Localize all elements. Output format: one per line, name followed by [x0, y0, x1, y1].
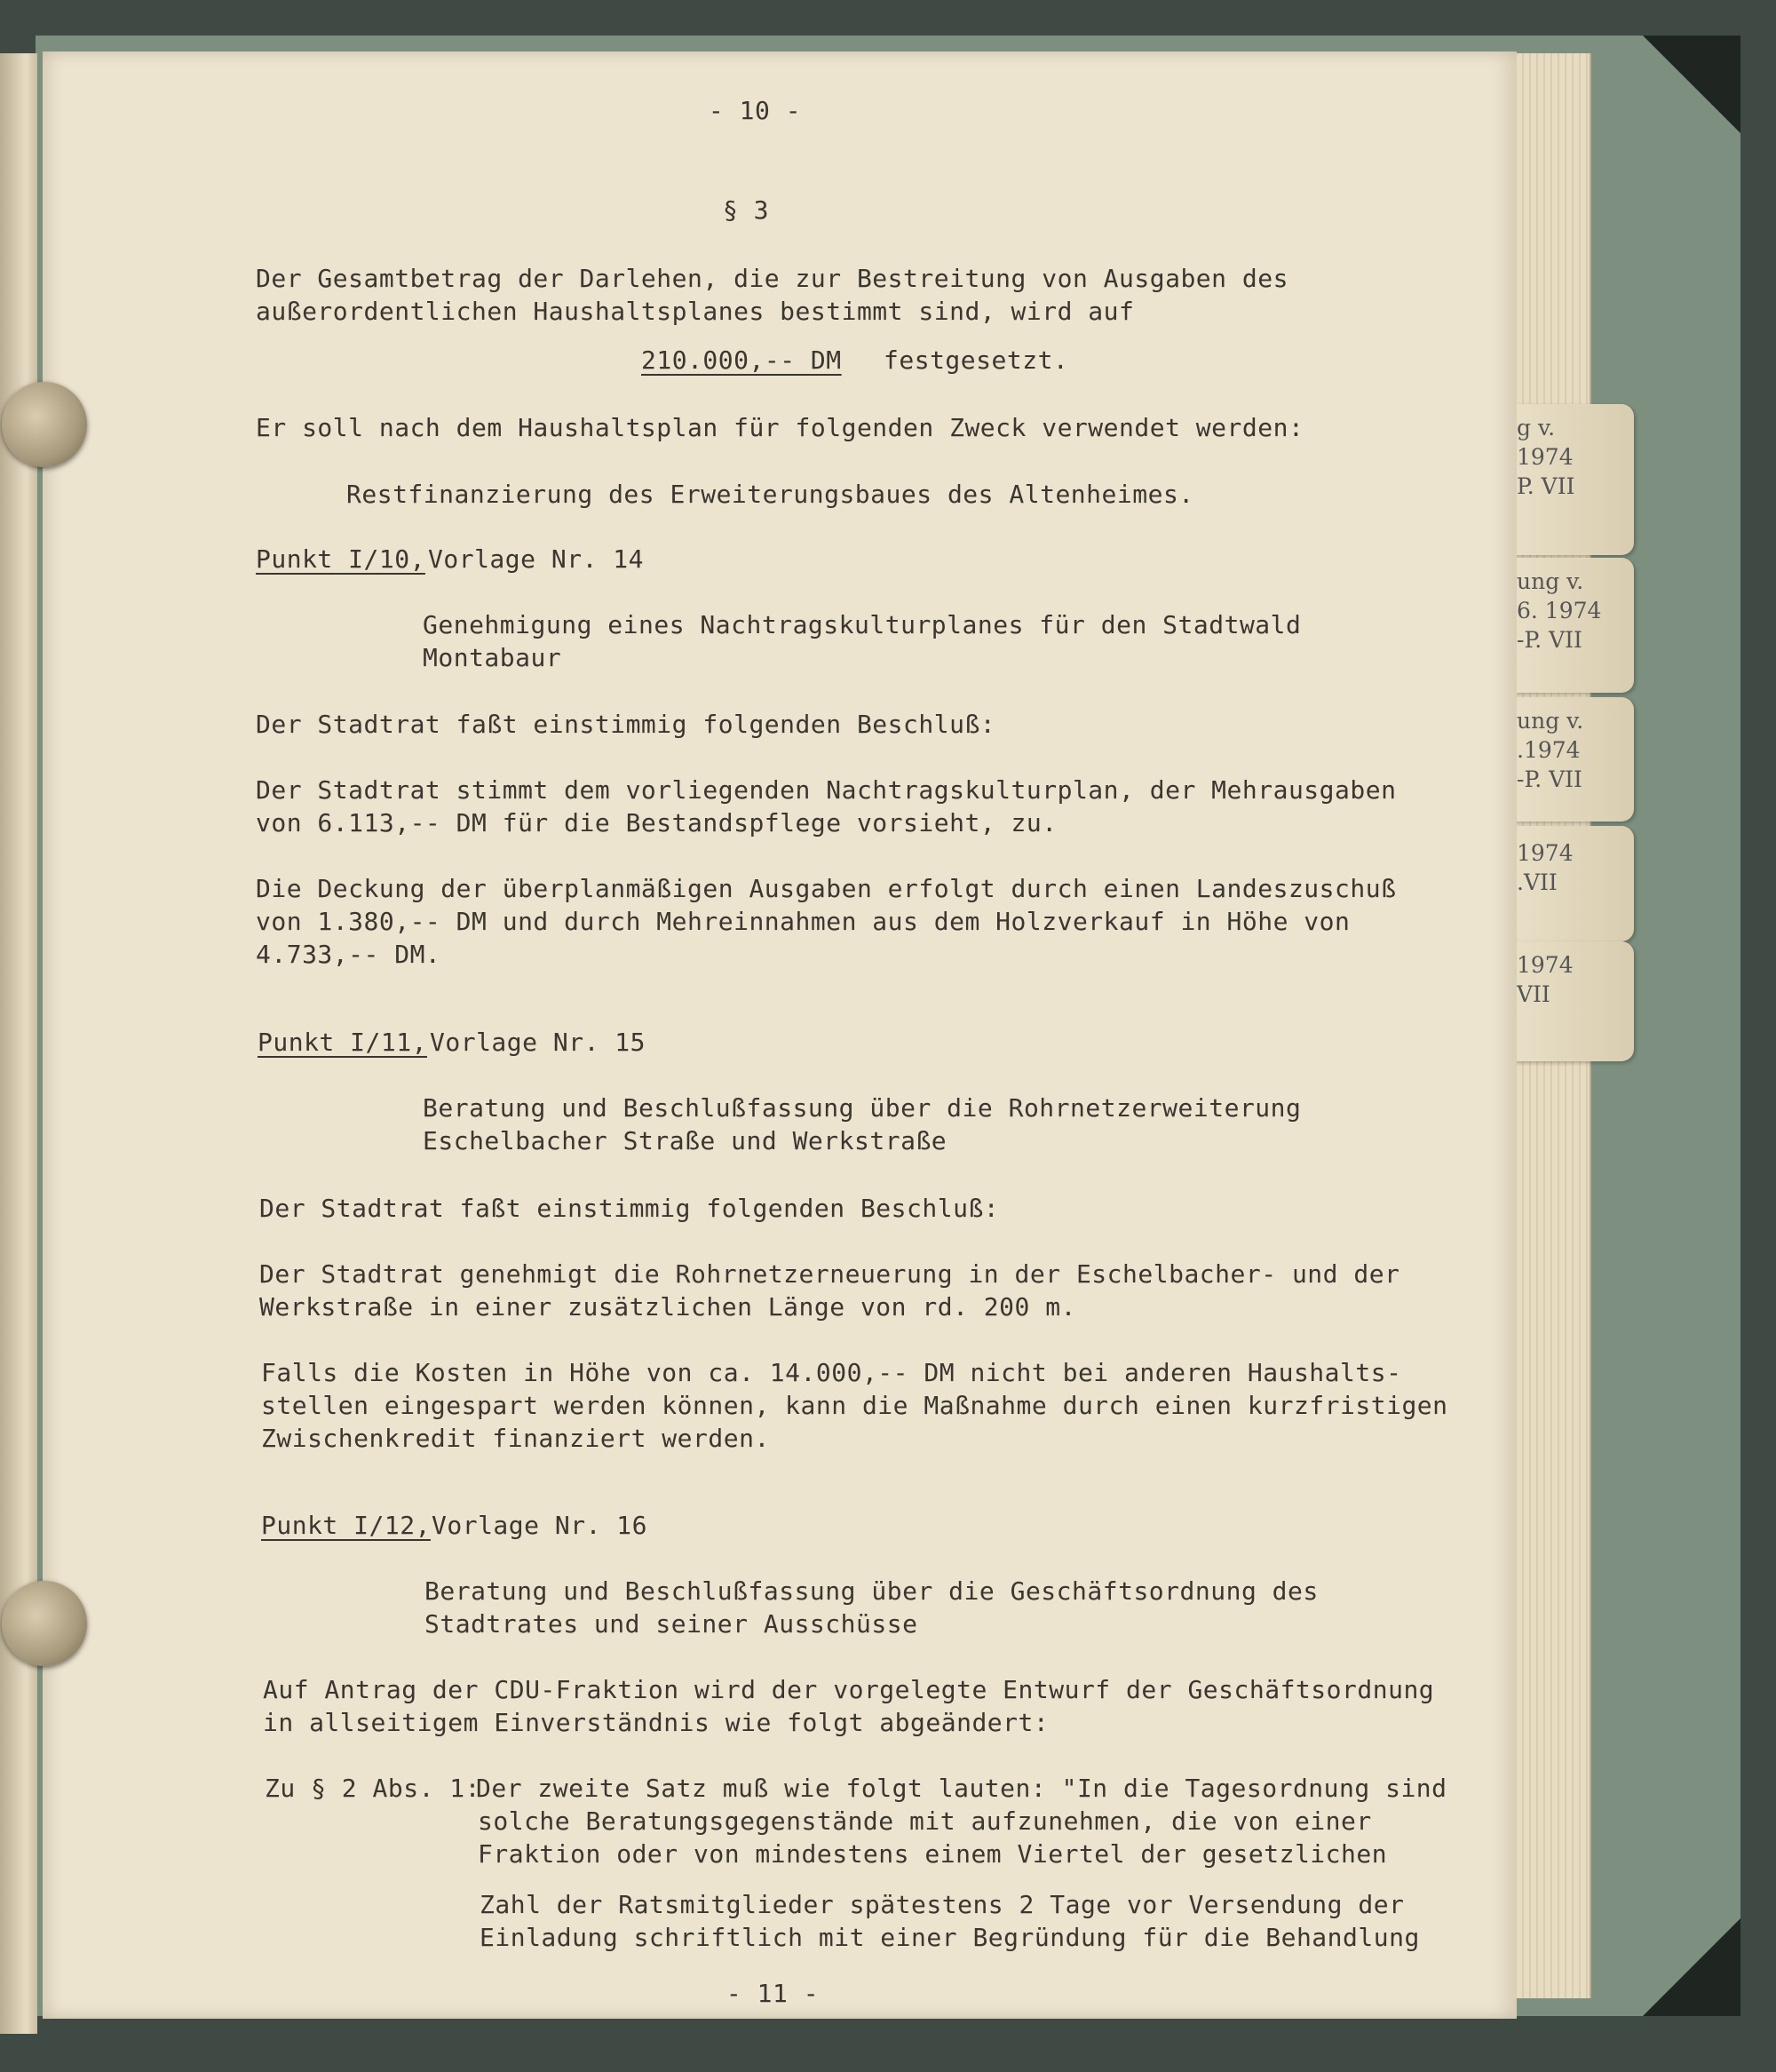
tab-line: -P. VII: [1517, 627, 1582, 653]
index-tab-5[interactable]: [1510, 941, 1634, 1061]
board-corner-top-right: [1643, 36, 1740, 133]
agenda-item-title: Beratung und Beschlußfassung über die Geschäftsordnung des: [424, 1576, 1319, 1606]
paragraph-line: 4.733,-- DM.: [256, 940, 441, 969]
amendment-line: solche Beratungsgegenstände mit aufzunehmen, die von einer: [478, 1806, 1372, 1836]
agenda-item-title: Eschelbacher Straße und Werkstraße: [423, 1126, 947, 1155]
index-tab-3[interactable]: [1510, 697, 1634, 822]
tab-line: 1974: [1517, 444, 1574, 470]
agenda-item-vorlage: Vorlage Nr. 14: [428, 544, 645, 574]
tab-line: .1974: [1517, 737, 1581, 763]
agenda-item-label: Punkt I/10,: [256, 544, 425, 574]
amendment-line: Der zweite Satz muß wie folgt lauten: "In die Tagesordnung sind: [476, 1774, 1447, 1803]
paragraph-line: Werkstraße in einer zusätzlichen Länge von rd. 200 m.: [259, 1292, 1076, 1322]
tab-line: 1974: [1517, 952, 1574, 978]
paragraph-line: Der Stadtrat stimmt dem vorliegenden Nachtragskulturplan, der Mehrausgaben: [256, 775, 1397, 805]
amendment-line: Einladung schriftlich mit einer Begründung für die Behandlung: [480, 1923, 1420, 1952]
board-corner-bottom-right: [1643, 1918, 1740, 2016]
agenda-item-title: Beratung und Beschlußfassung über die Rohrnetzerweiterung: [423, 1093, 1302, 1123]
index-tab-2[interactable]: [1510, 558, 1634, 693]
amendment-line: Zahl der Ratsmitglieder spätestens 2 Tage vor Versendung der: [480, 1890, 1405, 1919]
agenda-item-title: Montabaur: [423, 643, 562, 672]
amendment-line: Fraktion oder von mindestens einem Viertel der gesetzlichen: [478, 1839, 1388, 1869]
agenda-item-title: Genehmigung eines Nachtragskulturplanes für den Stadtwald: [423, 610, 1302, 639]
paragraph-line: von 1.380,-- DM und durch Mehreinnahmen aus dem Holzverkauf in Höhe von: [256, 907, 1351, 936]
binder-ring-top: [2, 382, 87, 467]
paragraph-line: stellen eingespart werden können, kann die Maßnahme durch einen kurzfristigen: [261, 1391, 1448, 1420]
amendment-label: Zu § 2 Abs. 1:: [265, 1774, 481, 1803]
paragraph-line: Zwischenkredit finanziert werden.: [261, 1424, 770, 1453]
tab-line: ung v.: [1517, 568, 1584, 594]
agenda-item-label: Punkt I/11,: [258, 1028, 427, 1057]
tab-line: ung v.: [1517, 708, 1584, 734]
amount-value: 210.000,-- DM: [641, 345, 842, 375]
amount-suffix: festgesetzt.: [884, 345, 1069, 375]
paragraph-line: in allseitigem Einverständnis wie folgt abgeändert:: [263, 1708, 1050, 1737]
tab-line: g v.: [1517, 415, 1556, 441]
resolution-intro: Der Stadtrat faßt einstimmig folgenden Beschluß:: [259, 1194, 1000, 1223]
page-number-bottom: - 11 -: [725, 1979, 820, 2008]
tab-line: 6. 1974: [1517, 598, 1602, 623]
paragraph-line: außerordentlichen Haushaltsplanes bestimmt sind, wird auf: [256, 297, 1135, 326]
paragraph-line: Der Gesamtbetrag der Darlehen, die zur Bestreitung von Ausgaben des: [256, 264, 1288, 293]
paragraph-line: Die Deckung der überplanmäßigen Ausgaben erfolgt durch einen Landeszuschuß: [256, 874, 1397, 903]
purpose-text: Restfinanzierung des Erweiterungsbaues des Altenheimes.: [346, 480, 1194, 509]
tab-line: 1974: [1517, 840, 1574, 866]
paragraph-line: Auf Antrag der CDU-Fraktion wird der vorgelegte Entwurf der Geschäftsordnung: [263, 1675, 1435, 1704]
agenda-item-title: Stadtrates und seiner Ausschüsse: [424, 1609, 918, 1639]
index-tab-1[interactable]: [1510, 404, 1634, 555]
agenda-item-vorlage: Vorlage Nr. 16: [432, 1511, 648, 1540]
paragraph-line: von 6.113,-- DM für die Bestandspflege vorsieht, zu.: [256, 808, 1058, 838]
index-tab-4[interactable]: [1510, 826, 1634, 941]
tab-line: P. VII: [1517, 473, 1575, 499]
section-heading: § 3: [722, 195, 770, 225]
agenda-item-vorlage: Vorlage Nr. 15: [430, 1028, 646, 1057]
tab-line: -P. VII: [1517, 766, 1582, 792]
tab-line: VII: [1517, 981, 1550, 1007]
page-number-top: - 10 -: [708, 96, 802, 125]
paragraph-line: Der Stadtrat genehmigt die Rohrnetzerneuerung in der Eschelbacher- und der: [259, 1259, 1400, 1289]
paragraph-line: Falls die Kosten in Höhe von ca. 14.000,-- DM nicht bei anderen Haushalts-: [261, 1358, 1402, 1387]
resolution-intro: Der Stadtrat faßt einstimmig folgenden Beschluß:: [256, 710, 996, 739]
paragraph-line: Er soll nach dem Haushaltsplan für folgenden Zweck verwendet werden:: [256, 413, 1304, 442]
tab-line: .VII: [1517, 869, 1558, 895]
binder-ring-bottom: [2, 1581, 87, 1666]
agenda-item-label: Punkt I/12,: [261, 1511, 431, 1540]
left-facing-page-edge: [0, 53, 37, 2034]
